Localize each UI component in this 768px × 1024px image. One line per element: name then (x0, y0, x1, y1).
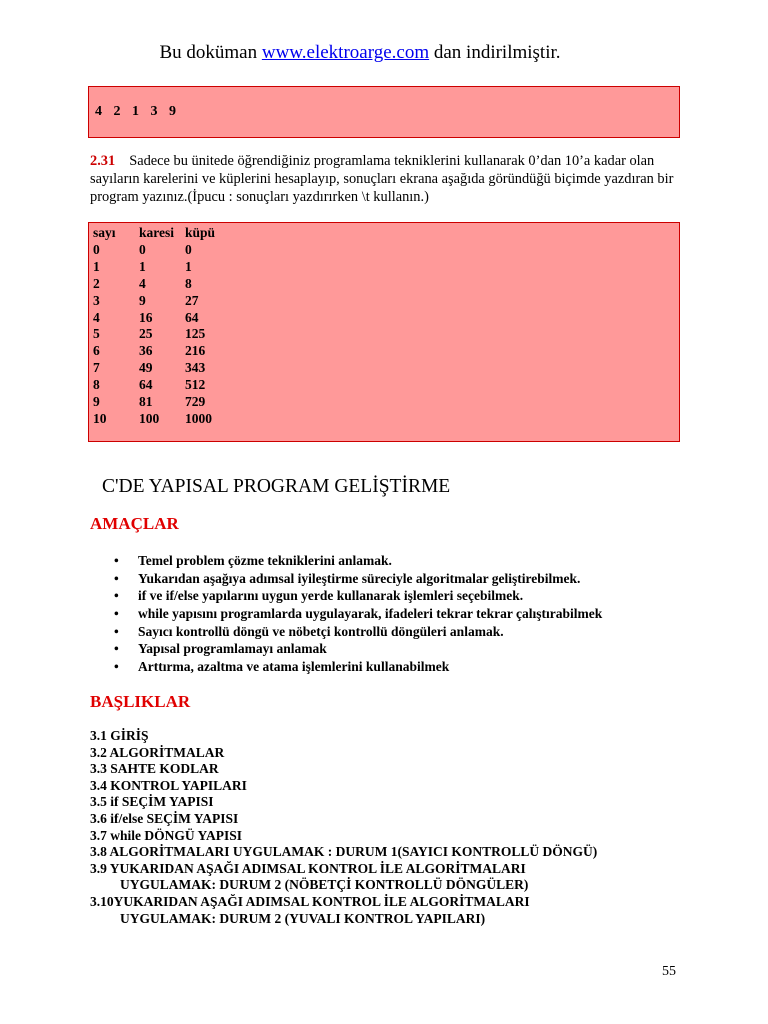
table-cell: 27 (185, 292, 199, 308)
table-cell: 25 (139, 326, 153, 342)
list-item (114, 587, 602, 605)
table-row (93, 293, 245, 310)
topic-item (90, 745, 597, 762)
topic-item (90, 761, 597, 778)
table-cell: 343 (185, 360, 206, 376)
table-row (93, 411, 245, 428)
list-item (114, 658, 602, 676)
table-cell: 3 (93, 292, 100, 308)
page-header (0, 42, 720, 64)
table-cell: 81 (139, 394, 153, 410)
bullet-icon: • (114, 570, 119, 586)
topic-item (90, 811, 597, 828)
topic-text: 3.9 YUKARIDAN AŞAĞI ADIMSAL KONTROL İLE ALGORİTMALARI (90, 860, 526, 876)
bullet-icon: • (114, 588, 119, 604)
bullet-icon: • (114, 606, 119, 622)
table-cell: 8 (93, 377, 100, 393)
exercise-text: Sadece bu ünitede öğrendiğiniz programlama tekniklerini kullanarak 0’dan 10’a kadar olan sayıların karelerini ve küplerini hesaplayıp, sonuçları ekrana aşağıda göründüğü biçimde yazdıran bir program yazınız.(İpucu : sonuçları yazdırırken \t kullanın.) (90, 153, 674, 205)
table-cell: 1 (93, 258, 100, 274)
table-cell: 512 (185, 377, 206, 393)
bullet-icon: • (114, 553, 119, 568)
table-cell: 100 (139, 410, 160, 426)
table-row (93, 242, 245, 259)
topic-text: 3.4 KONTROL YAPILARI (90, 777, 247, 793)
table-cell: 64 (185, 309, 199, 325)
topic-text: 3.1 GİRİŞ (90, 728, 149, 743)
topic-item (90, 828, 597, 845)
table-header-row (93, 225, 245, 242)
topic-item (90, 844, 597, 861)
header-link[interactable]: www.elektroarge.com (261, 42, 430, 63)
table-cell: 1000 (185, 410, 212, 426)
objectives-list (114, 552, 602, 676)
table-cell: 2 (93, 275, 100, 291)
topic-item (90, 794, 597, 811)
table-header-cell: sayı (93, 225, 116, 240)
exercise-number: 2.31 (90, 153, 116, 169)
table-header-cell: küpü (185, 225, 216, 240)
list-item (114, 605, 602, 623)
table-cell: 0 (139, 241, 146, 257)
table-cell: 16 (139, 309, 153, 325)
topic-item (90, 728, 597, 745)
table-cell: 64 (139, 377, 153, 393)
table-header-cell: karesi (139, 225, 175, 240)
table-cell: 4 (93, 309, 100, 325)
table-cell: 7 (93, 360, 100, 376)
objective-text: while yapısını programlarda uygulayarak, ifadeleri tekrar tekrar çalıştırabilmek (138, 606, 603, 622)
objective-text: Arttırma, azaltma ve atama işlemlerini kullanabilmek (138, 659, 450, 675)
table-row (93, 276, 245, 293)
bullet-icon: • (114, 641, 119, 657)
chapter-title: C'DE YAPISAL PROGRAM GELİŞTİRME (102, 476, 451, 497)
output-box-sequence (88, 86, 680, 138)
bullet-icon: • (114, 659, 119, 675)
exercise-paragraph (90, 152, 690, 206)
table-row (93, 377, 245, 394)
topic-text-continuation: UYGULAMAK: DURUM 2 (YUVALI KONTROL YAPILARI) (120, 910, 486, 926)
objective-text: Temel problem çözme tekniklerini anlamak. (138, 553, 392, 568)
sequence-output: 4 2 1 3 9 (95, 104, 176, 119)
table-cell: 5 (93, 326, 100, 342)
topic-item (90, 778, 597, 795)
list-item (114, 570, 602, 588)
table-cell: 49 (139, 360, 153, 376)
topic-text: 3.3 SAHTE KODLAR (90, 761, 219, 777)
bullet-icon: • (114, 623, 119, 639)
header-prefix: Bu doküman (159, 42, 258, 63)
topic-text: 3.5 if SEÇİM YAPISI (90, 794, 214, 810)
squares-cubes-table (93, 225, 245, 428)
topic-text: 3.7 while DÖNGÜ YAPISI (90, 827, 243, 843)
objectives-heading: AMAÇLAR (90, 514, 179, 533)
table-cell: 4 (139, 275, 146, 291)
topic-text: 3.6 if/else SEÇİM YAPISI (90, 810, 239, 826)
table-cell: 36 (139, 343, 153, 359)
table-cell: 6 (93, 343, 100, 359)
table-row (93, 259, 245, 276)
table-cell: 125 (185, 326, 206, 342)
table-row (93, 326, 245, 343)
output-box-table (88, 222, 680, 442)
topic-text: 3.2 ALGORİTMALAR (90, 744, 225, 760)
topics-heading: BAŞLIKLAR (90, 692, 191, 711)
topic-text: 3.10YUKARIDAN AŞAĞI ADIMSAL KONTROL İLE ALGORİTMALARI (90, 893, 530, 909)
topic-text-continuation: UYGULAMAK: DURUM 2 (NÖBETÇİ KONTROLLÜ DÖNGÜLER) (120, 877, 529, 893)
table-cell: 1 (139, 258, 146, 274)
table-cell: 9 (93, 394, 100, 410)
table-cell: 10 (93, 410, 107, 426)
table-cell: 0 (185, 241, 192, 257)
topic-text: 3.8 ALGORİTMALARI UYGULAMAK : DURUM 1(SAYICI KONTROLLÜ DÖNGÜ) (90, 844, 598, 860)
table-cell: 9 (139, 292, 146, 308)
page-number: 55 (662, 964, 676, 979)
table-cell: 1 (185, 258, 192, 274)
objective-text: Yapısal programlamayı anlamak (138, 641, 327, 657)
list-item (114, 623, 602, 641)
table-cell: 8 (185, 275, 192, 291)
table-cell: 216 (185, 343, 206, 359)
topic-item (90, 861, 597, 894)
table-row (93, 394, 245, 411)
table-cell: 729 (185, 394, 206, 410)
list-item (114, 640, 602, 658)
table-cell: 0 (93, 241, 100, 257)
list-item (114, 552, 602, 570)
table-row (93, 310, 245, 327)
objective-text: Sayıcı kontrollü döngü ve nöbetçi kontrollü döngüleri anlamak. (138, 623, 504, 639)
objective-text: Yukarıdan aşağıya adımsal iyileştirme süreciyle algoritmalar geliştirebilmek. (138, 570, 581, 586)
objective-text: if ve if/else yapılarını uygun yerde kullanarak işlemleri seçebilmek. (138, 588, 524, 604)
table-row (93, 343, 245, 360)
topic-item (90, 894, 597, 927)
header-suffix: dan indirilmiştir. (433, 42, 561, 63)
table-row (93, 360, 245, 377)
topics-list (90, 728, 597, 927)
